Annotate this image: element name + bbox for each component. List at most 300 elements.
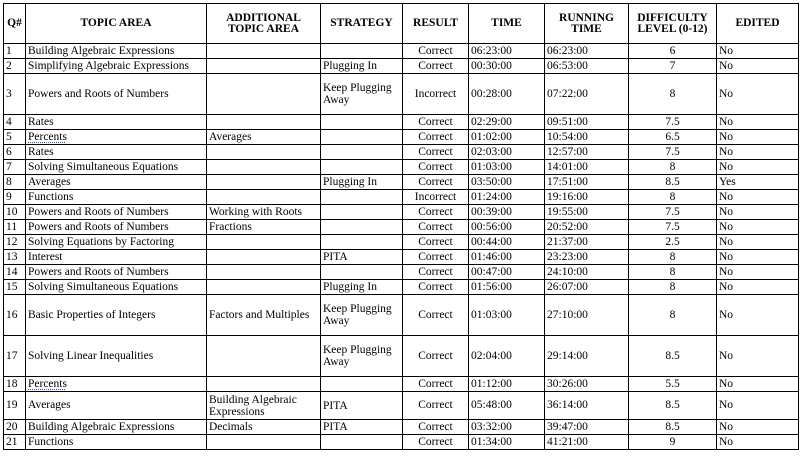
cell-strategy bbox=[321, 295, 403, 336]
header-running-time: RUNNING TIME bbox=[545, 4, 629, 44]
cell-q bbox=[4, 420, 26, 435]
cell-running-time bbox=[545, 145, 629, 160]
cell-edited bbox=[717, 59, 799, 74]
cell-edited bbox=[717, 235, 799, 250]
cell-additional-topic-area bbox=[207, 44, 321, 59]
table-row bbox=[4, 295, 799, 336]
cell-time-text: 01:34:00 bbox=[471, 435, 512, 448]
cell-edited bbox=[717, 130, 799, 145]
table-row bbox=[4, 280, 799, 295]
cell-edited-text: No bbox=[719, 250, 734, 263]
cell-running-time bbox=[545, 265, 629, 280]
cell-additional-topic-area bbox=[207, 130, 321, 145]
cell-q-text: 8 bbox=[6, 175, 12, 188]
cell-result-text: Correct bbox=[418, 175, 453, 188]
cell-additional-topic-area-text: Fractions bbox=[209, 221, 252, 233]
cell-additional-topic-area bbox=[207, 205, 321, 220]
cell-difficulty bbox=[629, 377, 717, 392]
cell-result bbox=[403, 435, 469, 450]
cell-running-time bbox=[545, 44, 629, 59]
cell-result-text: Correct bbox=[418, 145, 453, 158]
cell-q bbox=[4, 265, 26, 280]
cell-running-time-text: 17:51:00 bbox=[547, 175, 588, 188]
cell-time-text: 03:32:00 bbox=[471, 420, 512, 433]
cell-strategy bbox=[321, 160, 403, 175]
cell-strategy-text: Plugging In bbox=[323, 281, 377, 293]
cell-topic-area bbox=[26, 377, 207, 392]
cell-running-time-text: 19:55:00 bbox=[547, 205, 588, 218]
table-row bbox=[4, 377, 799, 392]
cell-running-time-text: 21:37:00 bbox=[547, 235, 588, 248]
cell-q bbox=[4, 435, 26, 450]
cell-difficulty-text: 8 bbox=[669, 250, 676, 263]
cell-running-time-text: 27:10:00 bbox=[547, 308, 588, 321]
cell-difficulty bbox=[629, 115, 717, 130]
cell-result-text: Correct bbox=[418, 265, 453, 278]
cell-strategy bbox=[321, 205, 403, 220]
cell-time-text: 00:39:00 bbox=[471, 205, 512, 218]
cell-time-text: 01:56:00 bbox=[471, 280, 512, 293]
cell-difficulty bbox=[629, 205, 717, 220]
table-row bbox=[4, 74, 799, 115]
cell-additional-topic-area bbox=[207, 115, 321, 130]
cell-time bbox=[469, 235, 545, 250]
cell-result bbox=[403, 44, 469, 59]
cell-time bbox=[469, 250, 545, 265]
cell-running-time-text: 29:14:00 bbox=[547, 349, 588, 362]
cell-time bbox=[469, 220, 545, 235]
cell-additional-topic-area bbox=[207, 420, 321, 435]
cell-topic-area-text: Functions bbox=[28, 190, 74, 203]
cell-running-time bbox=[545, 130, 629, 145]
table-row bbox=[4, 130, 799, 145]
cell-edited bbox=[717, 220, 799, 235]
cell-time-text: 01:46:00 bbox=[471, 250, 512, 263]
cell-result-text: Correct bbox=[418, 377, 453, 390]
cell-additional-topic-area-text: Working with Roots bbox=[209, 206, 302, 218]
cell-topic-area-text: Solving Simultaneous Equations bbox=[28, 280, 179, 293]
cell-result-text: Correct bbox=[418, 250, 453, 263]
cell-strategy bbox=[321, 336, 403, 377]
cell-strategy bbox=[321, 74, 403, 115]
cell-additional-topic-area bbox=[207, 59, 321, 74]
cell-strategy bbox=[321, 265, 403, 280]
header-result: RESULT bbox=[403, 4, 469, 44]
cell-edited-text: Yes bbox=[719, 175, 736, 188]
cell-result bbox=[403, 336, 469, 377]
cell-result bbox=[403, 130, 469, 145]
cell-running-time-text: 39:47:00 bbox=[547, 420, 588, 433]
cell-q-text: 10 bbox=[6, 205, 18, 218]
cell-difficulty bbox=[629, 44, 717, 59]
cell-result bbox=[403, 145, 469, 160]
cell-q bbox=[4, 336, 26, 377]
cell-result-text: Correct bbox=[418, 349, 453, 362]
cell-q bbox=[4, 250, 26, 265]
cell-difficulty-text: 8 bbox=[669, 87, 676, 100]
cell-strategy-text: PITA bbox=[323, 399, 348, 412]
cell-topic-area-text: Building Algebraic Expressions bbox=[28, 420, 175, 433]
cell-q bbox=[4, 59, 26, 74]
cell-q-text: 14 bbox=[6, 265, 18, 278]
cell-edited-text: No bbox=[719, 435, 734, 448]
header-topic-area: TOPIC AREA bbox=[26, 4, 207, 44]
cell-running-time-text: 14:01:00 bbox=[547, 160, 588, 173]
cell-difficulty bbox=[629, 235, 717, 250]
cell-additional-topic-area bbox=[207, 250, 321, 265]
cell-topic-area-text: Simplifying Algebraic Expressions bbox=[28, 59, 189, 72]
cell-edited bbox=[717, 160, 799, 175]
cell-topic-area-text: Building Algebraic Expressions bbox=[28, 44, 175, 57]
cell-running-time-text: 36:14:00 bbox=[547, 399, 588, 411]
cell-q-text: 13 bbox=[6, 250, 18, 263]
cell-difficulty-text: 7.5 bbox=[665, 220, 680, 233]
cell-topic-area bbox=[26, 205, 207, 220]
cell-difficulty bbox=[629, 145, 717, 160]
cell-topic-area-text: Solving Simultaneous Equations bbox=[28, 160, 179, 173]
cell-difficulty-text: 9 bbox=[669, 435, 676, 448]
cell-strategy bbox=[321, 175, 403, 190]
cell-running-time bbox=[545, 420, 629, 435]
cell-running-time-text: 30:26:00 bbox=[547, 377, 588, 390]
cell-result-text: Correct bbox=[418, 420, 453, 433]
cell-time bbox=[469, 44, 545, 59]
cell-time bbox=[469, 74, 545, 115]
cell-time-text: 02:03:00 bbox=[471, 145, 512, 158]
cell-q bbox=[4, 377, 26, 392]
cell-result-text: Correct bbox=[418, 115, 453, 128]
cell-q-text: 17 bbox=[6, 349, 18, 362]
table-row bbox=[4, 59, 799, 74]
cell-result-text: Correct bbox=[418, 435, 453, 448]
cell-running-time bbox=[545, 235, 629, 250]
cell-topic-area bbox=[26, 295, 207, 336]
cell-topic-area bbox=[26, 190, 207, 205]
cell-strategy bbox=[321, 280, 403, 295]
cell-result-text: Incorrect bbox=[414, 87, 457, 100]
cell-topic-area-text: Powers and Roots of Numbers bbox=[28, 265, 169, 278]
cell-time-text: 01:03:00 bbox=[471, 308, 512, 321]
cell-running-time-text: 07:22:00 bbox=[547, 87, 588, 100]
cell-running-time bbox=[545, 250, 629, 265]
table-row bbox=[4, 205, 799, 220]
cell-result-text: Correct bbox=[418, 280, 453, 293]
cell-strategy-text: Keep Plugging Away bbox=[323, 82, 392, 106]
cell-running-time bbox=[545, 190, 629, 205]
cell-additional-topic-area bbox=[207, 280, 321, 295]
cell-running-time-text: 12:57:00 bbox=[547, 145, 588, 158]
cell-difficulty-text: 8.5 bbox=[665, 175, 680, 188]
cell-time-text: 03:50:00 bbox=[471, 175, 512, 188]
cell-difficulty-text: 8.5 bbox=[665, 349, 680, 362]
cell-difficulty bbox=[629, 74, 717, 115]
cell-time bbox=[469, 336, 545, 377]
cell-additional-topic-area-text: Decimals bbox=[209, 421, 253, 433]
table-body bbox=[4, 44, 799, 450]
cell-topic-area-text: Powers and Roots of Numbers bbox=[28, 87, 169, 100]
cell-edited-text: No bbox=[719, 399, 734, 411]
cell-topic-area bbox=[26, 220, 207, 235]
cell-topic-area-text: Powers and Roots of Numbers bbox=[28, 205, 169, 218]
cell-additional-topic-area bbox=[207, 220, 321, 235]
cell-result bbox=[403, 377, 469, 392]
cell-edited-text: No bbox=[719, 115, 734, 128]
cell-difficulty-text: 7.5 bbox=[665, 115, 680, 128]
cell-topic-area bbox=[26, 115, 207, 130]
cell-additional-topic-area bbox=[207, 392, 321, 420]
cell-edited bbox=[717, 336, 799, 377]
cell-q-text: 15 bbox=[6, 280, 18, 293]
cell-topic-area bbox=[26, 250, 207, 265]
cell-result-text: Correct bbox=[418, 235, 453, 248]
cell-difficulty-text: 7.5 bbox=[665, 205, 680, 218]
cell-topic-area-text: Solving Linear Inequalities bbox=[28, 349, 154, 362]
cell-difficulty bbox=[629, 250, 717, 265]
cell-edited bbox=[717, 145, 799, 160]
table-row bbox=[4, 265, 799, 280]
table-row bbox=[4, 145, 799, 160]
cell-time-text: 01:03:00 bbox=[471, 160, 512, 173]
cell-running-time-text: 19:16:00 bbox=[547, 190, 588, 203]
cell-edited bbox=[717, 205, 799, 220]
cell-topic-area bbox=[26, 392, 207, 420]
cell-edited bbox=[717, 420, 799, 435]
cell-difficulty bbox=[629, 265, 717, 280]
cell-difficulty-text: 8 bbox=[669, 160, 676, 173]
cell-result bbox=[403, 175, 469, 190]
cell-topic-area-text: Rates bbox=[28, 145, 54, 158]
cell-running-time bbox=[545, 220, 629, 235]
cell-result-text: Correct bbox=[418, 220, 453, 233]
header-additional-topic-area: ADDITIONAL TOPIC AREA bbox=[207, 4, 321, 44]
table-row bbox=[4, 435, 799, 450]
cell-strategy bbox=[321, 435, 403, 450]
cell-topic-area bbox=[26, 44, 207, 59]
cell-running-time-text: 26:07:00 bbox=[547, 280, 588, 293]
cell-time-text: 00:28:00 bbox=[471, 87, 512, 100]
cell-q bbox=[4, 205, 26, 220]
cell-time bbox=[469, 59, 545, 74]
cell-topic-area bbox=[26, 280, 207, 295]
cell-strategy bbox=[321, 420, 403, 435]
table-row bbox=[4, 336, 799, 377]
cell-edited-text: No bbox=[719, 377, 734, 390]
cell-edited-text: No bbox=[719, 308, 734, 321]
cell-additional-topic-area bbox=[207, 435, 321, 450]
cell-result-text: Correct bbox=[418, 160, 453, 173]
cell-result bbox=[403, 205, 469, 220]
cell-q bbox=[4, 74, 26, 115]
cell-additional-topic-area bbox=[207, 175, 321, 190]
question-log-table bbox=[3, 3, 799, 450]
cell-time-text: 01:24:00 bbox=[471, 190, 512, 203]
cell-result bbox=[403, 280, 469, 295]
cell-topic-area bbox=[26, 130, 207, 145]
cell-topic-area bbox=[26, 235, 207, 250]
cell-running-time bbox=[545, 435, 629, 450]
table-row bbox=[4, 220, 799, 235]
header-row bbox=[4, 4, 799, 44]
cell-strategy bbox=[321, 220, 403, 235]
cell-strategy-text: Plugging In bbox=[323, 176, 377, 188]
cell-edited-text: No bbox=[719, 205, 734, 218]
cell-result bbox=[403, 295, 469, 336]
table-row bbox=[4, 250, 799, 265]
cell-q-text: 18 bbox=[6, 377, 18, 390]
cell-difficulty-text: 8 bbox=[669, 308, 676, 321]
cell-strategy-text: Keep Plugging Away bbox=[323, 344, 392, 368]
header-q: Q# bbox=[4, 4, 26, 44]
cell-time bbox=[469, 145, 545, 160]
cell-edited-text: No bbox=[719, 265, 734, 278]
cell-edited bbox=[717, 190, 799, 205]
cell-difficulty-text: 8.5 bbox=[665, 399, 680, 411]
cell-edited bbox=[717, 74, 799, 115]
cell-additional-topic-area bbox=[207, 295, 321, 336]
cell-topic-area-text: Interest bbox=[28, 250, 63, 263]
cell-result bbox=[403, 235, 469, 250]
header-strategy: STRATEGY bbox=[321, 4, 403, 44]
cell-result bbox=[403, 220, 469, 235]
cell-topic-area bbox=[26, 420, 207, 435]
header-time: TIME bbox=[469, 4, 545, 44]
cell-time bbox=[469, 435, 545, 450]
cell-strategy-text: PITA bbox=[323, 421, 348, 433]
cell-q-text: 3 bbox=[6, 87, 12, 100]
cell-time-text: 01:02:00 bbox=[471, 130, 512, 143]
cell-strategy bbox=[321, 145, 403, 160]
cell-edited bbox=[717, 295, 799, 336]
cell-edited-text: No bbox=[719, 44, 734, 57]
cell-topic-area-text: Averages bbox=[28, 175, 71, 188]
cell-topic-area-text: Percents bbox=[28, 377, 67, 390]
cell-edited-text: No bbox=[719, 87, 734, 100]
cell-difficulty bbox=[629, 59, 717, 74]
cell-running-time bbox=[545, 392, 629, 420]
cell-time bbox=[469, 295, 545, 336]
cell-edited-text: No bbox=[719, 235, 734, 248]
cell-time-text: 00:56:00 bbox=[471, 220, 512, 233]
cell-strategy bbox=[321, 44, 403, 59]
cell-edited-text: No bbox=[719, 130, 734, 143]
cell-running-time bbox=[545, 175, 629, 190]
cell-time bbox=[469, 377, 545, 392]
cell-topic-area-text: Basic Properties of Integers bbox=[28, 308, 156, 321]
cell-q-text: 9 bbox=[6, 190, 12, 203]
cell-topic-area-text: Functions bbox=[28, 435, 74, 448]
cell-edited-text: No bbox=[719, 160, 734, 173]
cell-topic-area bbox=[26, 59, 207, 74]
cell-q bbox=[4, 175, 26, 190]
cell-difficulty bbox=[629, 435, 717, 450]
cell-running-time-text: 41:21:00 bbox=[547, 435, 588, 448]
cell-strategy-text: PITA bbox=[323, 251, 348, 263]
cell-topic-area bbox=[26, 336, 207, 377]
cell-result bbox=[403, 392, 469, 420]
cell-topic-area-text: Powers and Roots of Numbers bbox=[28, 220, 169, 233]
cell-result bbox=[403, 59, 469, 74]
table-row bbox=[4, 392, 799, 420]
cell-time bbox=[469, 160, 545, 175]
cell-q bbox=[4, 220, 26, 235]
cell-edited bbox=[717, 280, 799, 295]
cell-strategy bbox=[321, 235, 403, 250]
table-row bbox=[4, 235, 799, 250]
cell-additional-topic-area bbox=[207, 336, 321, 377]
table-row bbox=[4, 420, 799, 435]
cell-result bbox=[403, 160, 469, 175]
cell-strategy bbox=[321, 392, 403, 420]
cell-q-text: 5 bbox=[6, 130, 12, 143]
cell-topic-area bbox=[26, 160, 207, 175]
cell-additional-topic-area bbox=[207, 377, 321, 392]
cell-topic-area-text: Rates bbox=[28, 115, 54, 128]
cell-q bbox=[4, 44, 26, 59]
cell-difficulty bbox=[629, 190, 717, 205]
cell-q bbox=[4, 115, 26, 130]
cell-time bbox=[469, 205, 545, 220]
cell-topic-area-text: Solving Equations by Factoring bbox=[28, 235, 174, 248]
cell-q bbox=[4, 392, 26, 420]
cell-difficulty-text: 6.5 bbox=[665, 130, 680, 143]
cell-edited-text: No bbox=[719, 145, 734, 158]
cell-q-text: 21 bbox=[6, 435, 18, 448]
cell-running-time-text: 23:23:00 bbox=[547, 250, 588, 263]
cell-strategy-text: Plugging In bbox=[323, 60, 377, 72]
cell-running-time bbox=[545, 59, 629, 74]
cell-additional-topic-area bbox=[207, 145, 321, 160]
cell-difficulty-text: 8.5 bbox=[665, 420, 680, 433]
cell-difficulty bbox=[629, 175, 717, 190]
cell-strategy bbox=[321, 190, 403, 205]
cell-time bbox=[469, 115, 545, 130]
cell-difficulty bbox=[629, 280, 717, 295]
cell-q-text: 16 bbox=[6, 308, 18, 321]
cell-difficulty-text: 6 bbox=[669, 44, 676, 57]
cell-q bbox=[4, 130, 26, 145]
cell-topic-area bbox=[26, 435, 207, 450]
cell-time bbox=[469, 392, 545, 420]
cell-running-time bbox=[545, 160, 629, 175]
cell-running-time-text: 10:54:00 bbox=[547, 130, 588, 143]
cell-time-text: 02:29:00 bbox=[471, 115, 512, 128]
cell-difficulty bbox=[629, 392, 717, 420]
cell-time-text: 06:23:00 bbox=[471, 44, 512, 57]
table-row bbox=[4, 175, 799, 190]
cell-running-time-text: 24:10:00 bbox=[547, 265, 588, 278]
cell-difficulty bbox=[629, 336, 717, 377]
cell-result-text: Correct bbox=[418, 308, 453, 321]
cell-edited bbox=[717, 44, 799, 59]
header-edited: EDITED bbox=[717, 4, 799, 44]
cell-time-text: 00:47:00 bbox=[471, 265, 512, 278]
cell-q-text: 2 bbox=[6, 59, 12, 72]
cell-q-text: 1 bbox=[6, 44, 12, 57]
cell-running-time bbox=[545, 74, 629, 115]
cell-q bbox=[4, 145, 26, 160]
cell-topic-area bbox=[26, 145, 207, 160]
cell-edited-text: No bbox=[719, 59, 734, 72]
cell-result-text: Correct bbox=[418, 205, 453, 218]
cell-time bbox=[469, 130, 545, 145]
cell-q-text: 4 bbox=[6, 115, 12, 128]
cell-difficulty-text: 8 bbox=[669, 190, 676, 203]
cell-running-time bbox=[545, 280, 629, 295]
cell-result bbox=[403, 74, 469, 115]
header-difficulty-level: DIFFICULTY LEVEL (0-12) bbox=[629, 4, 717, 44]
cell-strategy bbox=[321, 130, 403, 145]
cell-edited-text: No bbox=[719, 420, 734, 433]
